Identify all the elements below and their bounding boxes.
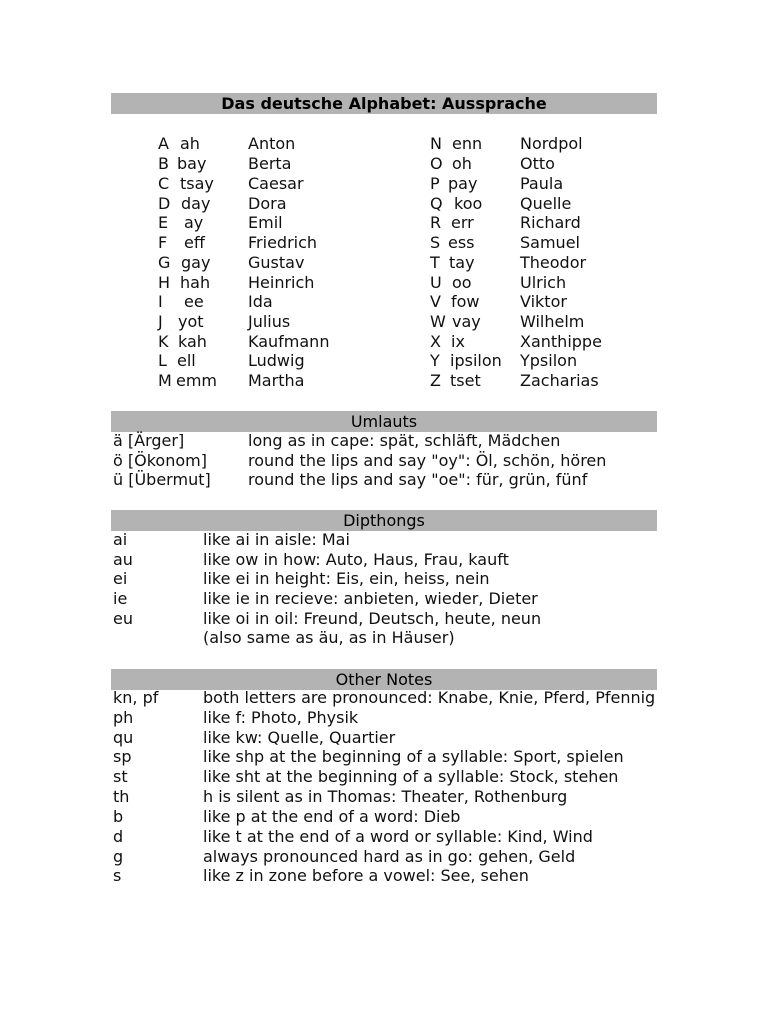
alphabet-row: [0, 233, 768, 253]
term: kn, pf: [113, 688, 159, 707]
term: ö [Ökonom]: [113, 451, 207, 470]
term: ä [Ärger]: [113, 431, 185, 450]
term: g: [113, 847, 124, 866]
sound: gay: [181, 253, 211, 272]
term: ph: [113, 708, 134, 727]
alphabet-row: [0, 351, 768, 371]
sound: ell: [177, 351, 196, 370]
dipthong-row: [0, 589, 768, 609]
word: Ulrich: [520, 273, 567, 292]
sound: ay: [184, 213, 204, 232]
letter: Z: [430, 371, 441, 390]
letter: O: [430, 154, 443, 173]
sound: enn: [452, 134, 483, 153]
description: like f: Photo, Physik: [203, 708, 359, 727]
letter: K: [158, 332, 169, 351]
letter: T: [430, 253, 440, 272]
term: ü [Übermut]: [113, 470, 211, 489]
description: long as in cape: spät, schläft, Mädchen: [248, 431, 561, 450]
note-row: [0, 847, 768, 867]
note-row: [0, 688, 768, 708]
letter: J: [158, 312, 163, 331]
sound: vay: [452, 312, 481, 331]
word: Caesar: [248, 174, 304, 193]
alphabet-row: [0, 134, 768, 154]
letter: B: [158, 154, 169, 173]
description: round the lips and say "oy": Öl, schön, hören: [248, 451, 607, 470]
description: like sht at the beginning of a syllable: Stock, stehen: [203, 767, 619, 786]
word: Kaufmann: [248, 332, 330, 351]
term: th: [113, 787, 130, 806]
umlauts-heading: Umlauts: [111, 411, 657, 432]
note-row: [0, 787, 768, 807]
alphabet-row: [0, 292, 768, 312]
word: Wilhelm: [520, 312, 585, 331]
sound: tsay: [180, 174, 214, 193]
letter: M: [158, 371, 172, 390]
description: like oi in oil: Freund, Deutsch, heute, neun: [203, 609, 542, 628]
letter: A: [158, 134, 169, 153]
dipthong-row: [0, 609, 768, 629]
umlaut-row: [0, 431, 768, 451]
description: like shp at the beginning of a syllable: Sport, spielen: [203, 747, 624, 766]
letter: S: [430, 233, 441, 252]
term: ei: [113, 569, 128, 588]
letter: P: [430, 174, 440, 193]
term: sp: [113, 747, 132, 766]
alphabet-row: [0, 213, 768, 233]
sound: koo: [454, 194, 483, 213]
term: s: [113, 866, 122, 885]
sound: tay: [449, 253, 475, 272]
note-row: [0, 866, 768, 886]
word: Viktor: [520, 292, 567, 311]
word: Ida: [248, 292, 273, 311]
description: always pronounced hard as in go: gehen, Geld: [203, 847, 576, 866]
alphabet-row: [0, 332, 768, 352]
letter: F: [158, 233, 168, 252]
letter: L: [158, 351, 167, 370]
letter: W: [430, 312, 446, 331]
term: au: [113, 550, 133, 569]
word: Zacharias: [520, 371, 599, 390]
term: qu: [113, 728, 134, 747]
word: Xanthippe: [520, 332, 602, 351]
alphabet-row: [0, 273, 768, 293]
sound: emm: [176, 371, 218, 390]
sound: yot: [178, 312, 204, 331]
word: Martha: [248, 371, 305, 390]
alphabet-row: [0, 154, 768, 174]
sound: bay: [177, 154, 207, 173]
term: b: [113, 807, 124, 826]
sound: eff: [184, 233, 205, 252]
word: Richard: [520, 213, 581, 232]
description: like ow in how: Auto, Haus, Frau, kauft: [203, 550, 509, 569]
sound: ipsilon: [450, 351, 502, 370]
dipthong-row: [0, 550, 768, 570]
note-row: [0, 728, 768, 748]
sound: ess: [448, 233, 475, 252]
description: like ai in aisle: Mai: [203, 530, 350, 549]
note-row: [0, 708, 768, 728]
alphabet-row: [0, 371, 768, 391]
word: Friedrich: [248, 233, 318, 252]
umlaut-row: [0, 470, 768, 490]
word: Quelle: [520, 194, 572, 213]
word: Berta: [248, 154, 292, 173]
word: Samuel: [520, 233, 580, 252]
umlaut-row: [0, 451, 768, 471]
sound: day: [181, 194, 211, 213]
word: Gustav: [248, 253, 305, 272]
dipthongs-heading: Dipthongs: [111, 510, 657, 531]
letter: E: [158, 213, 169, 232]
sound: err: [451, 213, 474, 232]
note-row: [0, 807, 768, 827]
word: Paula: [520, 174, 564, 193]
letter: I: [158, 292, 163, 311]
note-row: [0, 767, 768, 787]
word: Emil: [248, 213, 283, 232]
description: like t at the end of a word or syllable: Kind, Wind: [203, 827, 593, 846]
alphabet-row: [0, 253, 768, 273]
page-title: Das deutsche Alphabet: Aussprache: [111, 93, 657, 114]
term: d: [113, 827, 124, 846]
description: like kw: Quelle, Quartier: [203, 728, 396, 747]
description: like z in zone before a vowel: See, sehen: [203, 866, 529, 885]
word: Dora: [248, 194, 287, 213]
word: Julius: [248, 312, 291, 331]
description: both letters are pronounced: Knabe, Knie, Pferd, Pfennig: [203, 688, 656, 707]
dipthong-row: [0, 628, 768, 648]
word: Heinrich: [248, 273, 315, 292]
dipthong-row: [0, 530, 768, 550]
term: ai: [113, 530, 128, 549]
sound: hah: [180, 273, 211, 292]
term: st: [113, 767, 128, 786]
sound: ah: [180, 134, 200, 153]
sound: tset: [450, 371, 481, 390]
dipthong-row: [0, 569, 768, 589]
alphabet-row: [0, 312, 768, 332]
note-row: [0, 827, 768, 847]
letter: C: [158, 174, 170, 193]
alphabet-row: [0, 194, 768, 214]
letter: G: [158, 253, 171, 272]
alphabet-row: [0, 174, 768, 194]
letter: R: [430, 213, 442, 232]
word: Theodor: [520, 253, 587, 272]
term: eu: [113, 609, 133, 628]
sound: oh: [452, 154, 472, 173]
letter: Y: [430, 351, 440, 370]
term: ie: [113, 589, 128, 608]
word: Otto: [520, 154, 555, 173]
word: Anton: [248, 134, 296, 153]
letter: V: [430, 292, 441, 311]
letter: X: [430, 332, 441, 351]
sound: pay: [448, 174, 478, 193]
description: (also same as äu, as in Häuser): [203, 628, 455, 647]
description: like p at the end of a word: Dieb: [203, 807, 461, 826]
sound: oo: [452, 273, 472, 292]
sound: fow: [451, 292, 480, 311]
word: Nordpol: [520, 134, 583, 153]
other-notes-heading: Other Notes: [111, 669, 657, 690]
letter: H: [158, 273, 171, 292]
sound: kah: [178, 332, 207, 351]
word: Ludwig: [248, 351, 305, 370]
description: like ie in recieve: anbieten, wieder, Dieter: [203, 589, 538, 608]
letter: Q: [430, 194, 443, 213]
description: h is silent as in Thomas: Theater, Rothenburg: [203, 787, 568, 806]
sound: ee: [184, 292, 204, 311]
letter: D: [158, 194, 171, 213]
word: Ypsilon: [520, 351, 578, 370]
description: like ei in height: Eis, ein, heiss, nein: [203, 569, 490, 588]
description: round the lips and say "oe": für, grün, fünf: [248, 470, 588, 489]
letter: U: [430, 273, 442, 292]
sound: ix: [451, 332, 465, 351]
letter: N: [430, 134, 442, 153]
note-row: [0, 747, 768, 767]
